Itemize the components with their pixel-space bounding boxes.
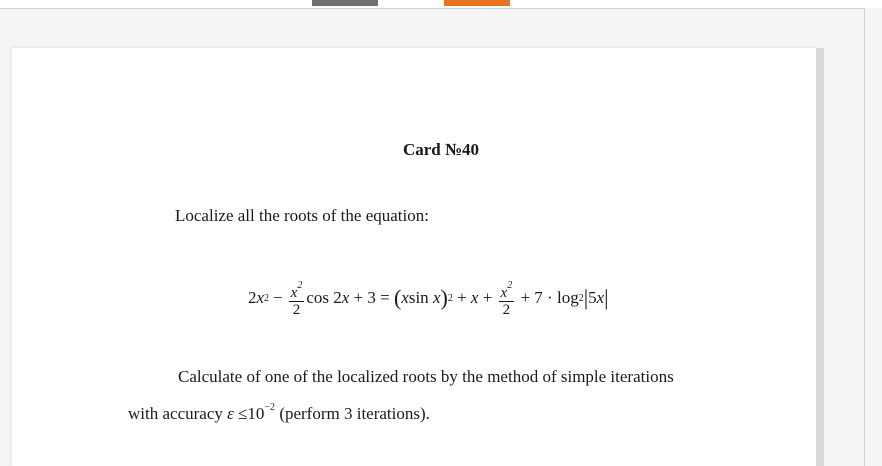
tab-indicator-orange[interactable]	[444, 0, 510, 6]
eq-x: x	[596, 288, 605, 307]
top-toolbar-strip	[0, 0, 882, 8]
eq-x: x	[432, 288, 441, 307]
le-symbol: ≤	[238, 404, 248, 423]
eq-plus3: + 3 =	[349, 288, 394, 307]
eq-exp: 2	[447, 292, 453, 304]
eq-plus: +	[478, 288, 497, 307]
eq-x: x	[256, 288, 265, 307]
eq-exp: 2	[264, 292, 270, 304]
accuracy-prefix: with accuracy	[128, 404, 223, 423]
eq-log: + 7 · log	[516, 288, 579, 307]
eq-frac-den: 2	[292, 302, 301, 318]
eq-frac-exp: 2	[507, 280, 513, 291]
ten-exponent: −2	[264, 402, 276, 413]
scrollbar-track[interactable]	[816, 48, 824, 466]
eq-coef-2: 2	[248, 288, 257, 307]
eq-minus: −	[273, 288, 283, 307]
eq-fraction-2	[499, 278, 515, 318]
task-localize-text: Localize all the roots of the equation:	[175, 206, 429, 225]
epsilon-symbol: ε	[227, 404, 234, 423]
eq-plus: +	[452, 288, 471, 307]
eq-x: x	[470, 288, 479, 307]
eq-x: x	[401, 288, 409, 307]
eq-x: x	[341, 288, 350, 307]
eq-log-base: 2	[578, 292, 584, 304]
eq-abs-open: |	[583, 285, 589, 310]
ten-value: 10	[247, 404, 265, 423]
eq-frac-den: 2	[502, 302, 511, 318]
frame-divider	[0, 8, 864, 9]
eq-cos: cos 2	[306, 288, 342, 307]
eq-sin: sin	[408, 288, 433, 307]
tab-indicator-gray[interactable]	[312, 0, 378, 6]
eq-paren-close: )	[440, 285, 448, 310]
eq-paren-open: (	[393, 285, 402, 310]
task-iterations-line2	[128, 402, 430, 424]
card-title: Card №40	[402, 140, 480, 159]
frame-right-border	[864, 8, 865, 466]
task-iterations-line1: Calculate of one of the localized roots by the method of simple iterations	[178, 367, 674, 386]
equation	[248, 270, 609, 326]
eq-frac-num: x	[290, 285, 298, 301]
eq-fraction-1	[289, 278, 305, 318]
eq-frac-exp: 2	[297, 280, 303, 291]
accuracy-suffix: (perform 3 iterations).	[279, 404, 430, 423]
eq-five: 5	[588, 288, 597, 307]
eq-abs-close: |	[604, 285, 609, 310]
eq-frac-num: x	[500, 285, 508, 301]
